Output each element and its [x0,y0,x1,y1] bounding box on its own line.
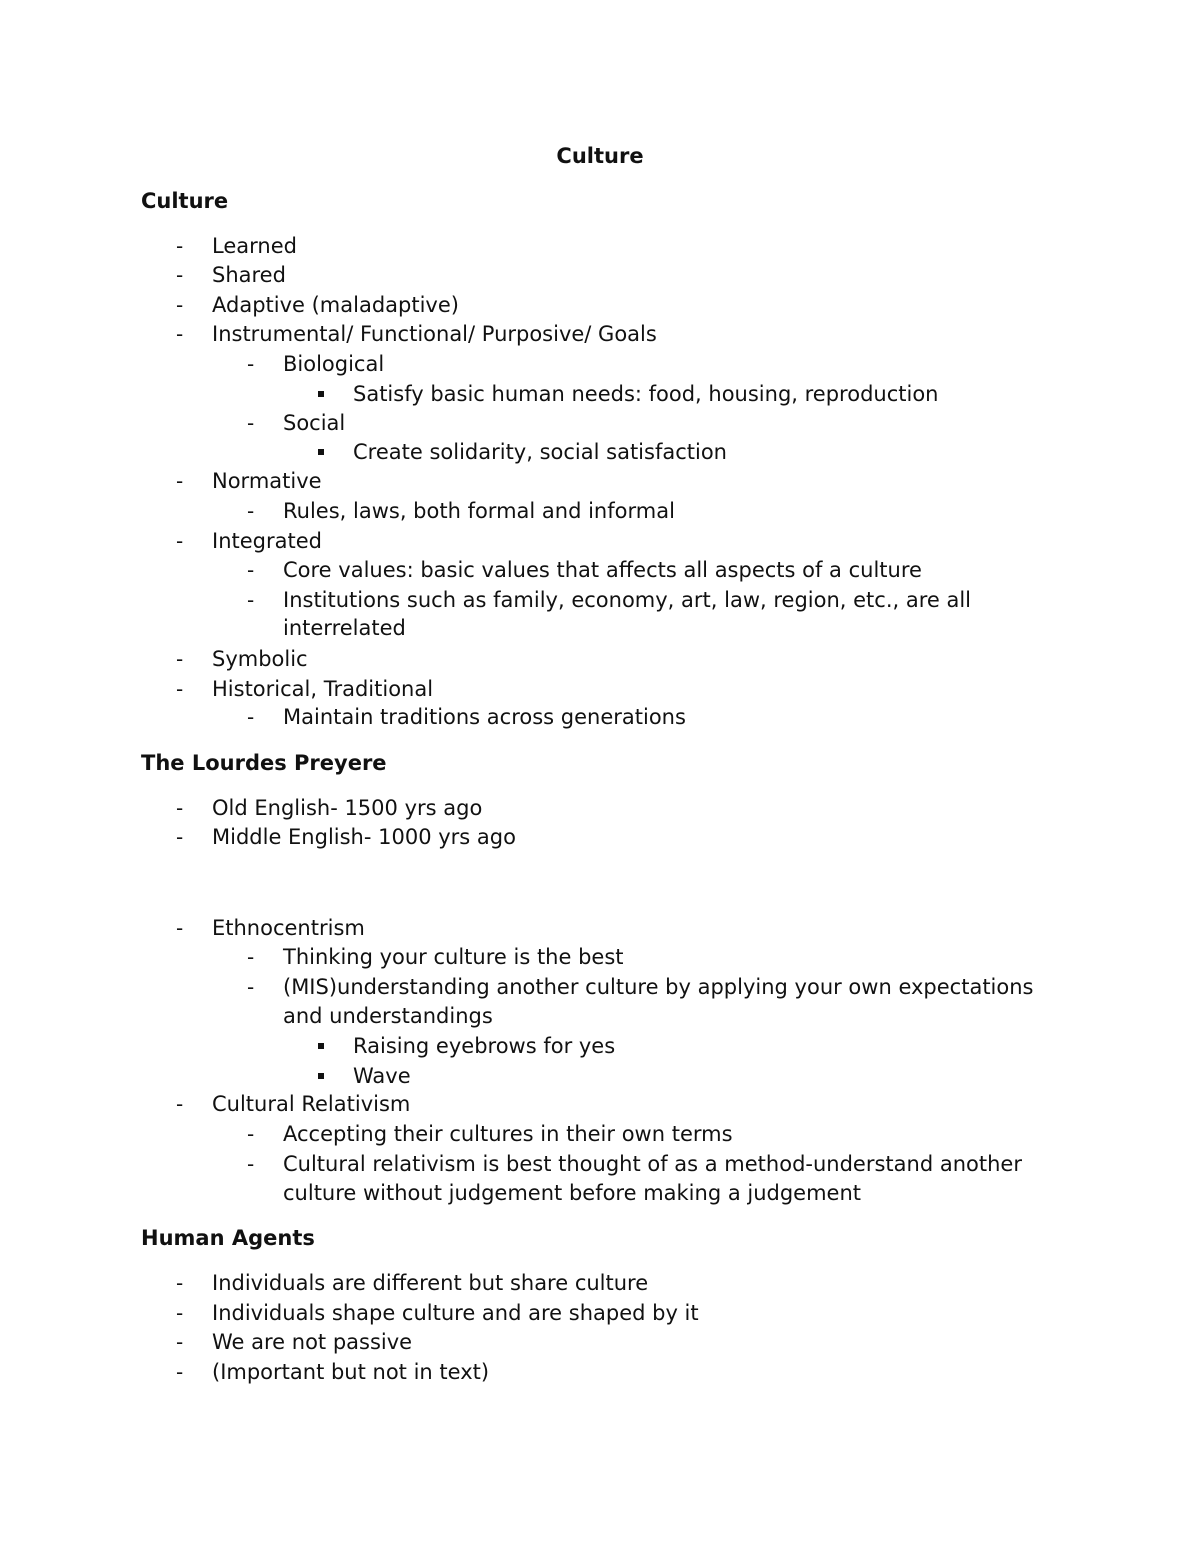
list-item: Maintain traditions across generations [283,705,686,729]
list-item: We are not passive [212,1330,413,1354]
dash-bullet: - [176,529,184,553]
square-bullet-icon [318,1043,324,1049]
dash-bullet: - [176,677,184,701]
list-item: Institutions such as family, economy, art, law, region, etc., are all [283,588,972,612]
list-item: Integrated [212,529,322,553]
dash-bullet: - [247,499,255,523]
dash-bullet: - [176,647,184,671]
dash-bullet: - [247,588,255,612]
list-item: Normative [212,469,322,493]
list-item: Social [283,411,346,435]
list-item: Historical, Traditional [212,677,434,701]
page-title: Culture [556,144,644,168]
dash-bullet: - [247,1122,255,1146]
dash-bullet: - [247,411,255,435]
list-item: Thinking your culture is the best [283,945,624,969]
dash-bullet: - [247,1152,255,1176]
dash-bullet: - [176,234,184,258]
section-heading-lourdes: The Lourdes Preyere [141,751,387,775]
list-item: Create solidarity, social satisfaction [353,440,727,464]
list-item: Rules, laws, both formal and informal [283,499,675,523]
list-item: Instrumental/ Functional/ Purposive/ Goals [212,322,657,346]
dash-bullet: - [247,558,255,582]
section-heading-culture: Culture [141,189,229,213]
dash-bullet: - [176,825,184,849]
list-item: Ethnocentrism [212,916,365,940]
list-item: Cultural Relativism [212,1092,411,1116]
dash-bullet: - [176,1301,184,1325]
list-item: (MIS)understanding another culture by applying your own expectations [283,975,1034,999]
dash-bullet: - [176,322,184,346]
dash-bullet: - [176,1092,184,1116]
list-item: Core values: basic values that affects all aspects of a culture [283,558,922,582]
square-bullet-icon [318,449,324,455]
list-item: Individuals are different but share culture [212,1271,649,1295]
list-item: Biological [283,352,385,376]
list-item: Adaptive (maladaptive) [212,293,459,317]
list-item-continuation: interrelated [283,616,406,640]
dash-bullet: - [247,705,255,729]
list-item: Satisfy basic human needs: food, housing, reproduction [353,382,939,406]
dash-bullet: - [176,1360,184,1384]
list-item: Raising eyebrows for yes [353,1034,616,1058]
list-item: Individuals shape culture and are shaped by it [212,1301,699,1325]
list-item: Cultural relativism is best thought of as a method-understand another [283,1152,1022,1176]
square-bullet-icon [318,391,324,397]
dash-bullet: - [176,1330,184,1354]
list-item: Old English- 1500 yrs ago [212,796,483,820]
dash-bullet: - [176,796,184,820]
list-item: Symbolic [212,647,308,671]
list-item-continuation: and understandings [283,1004,493,1028]
list-item: Accepting their cultures in their own terms [283,1122,733,1146]
dash-bullet: - [176,263,184,287]
dash-bullet: - [247,975,255,999]
dash-bullet: - [247,352,255,376]
dash-bullet: - [247,945,255,969]
list-item: Wave [353,1064,411,1088]
list-item: (Important but not in text) [212,1360,490,1384]
dash-bullet: - [176,469,184,493]
list-item: Shared [212,263,286,287]
dash-bullet: - [176,293,184,317]
list-item: Learned [212,234,297,258]
list-item-continuation: culture without judgement before making a judgement [283,1181,862,1205]
list-item: Middle English- 1000 yrs ago [212,825,516,849]
dash-bullet: - [176,916,184,940]
square-bullet-icon [318,1073,324,1079]
dash-bullet: - [176,1271,184,1295]
section-heading-human-agents: Human Agents [141,1226,315,1250]
